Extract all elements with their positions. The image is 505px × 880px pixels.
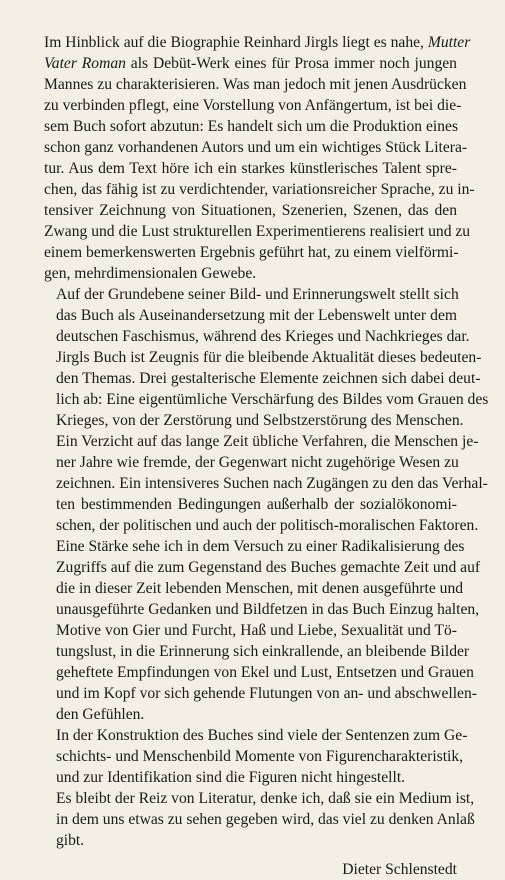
author-signature: Dieter Schlenstedt (342, 861, 457, 878)
text-line: einem bemerkenswerten Ergebnis geführt hat, zu einem vielförmi- (44, 244, 459, 261)
text-line: tur. Aus dem Text höre ich ein starkes künstlerisches Talent spre- (44, 160, 457, 177)
text-line: Es bleibt der Reiz von Literatur, denke ich, daß sie ein Medium ist, (56, 790, 475, 807)
text-line: das Buch als Auseinandersetzung mit der Lebenswelt unter dem (56, 307, 457, 324)
text-line: zu verbinden pflegt, eine Vorstellung von Anfängertum, ist bei die- (44, 97, 462, 114)
text-line: geheftete Empfindungen von Ekel und Lust, Entsetzen und Grauen (56, 664, 474, 681)
text-line: In der Konstruktion des Buches sind viele der Sentenzen zum Ge- (56, 727, 468, 744)
text-line: tensiver Zeichnung von Situationen, Szenerien, Szenen, das den (44, 202, 457, 219)
paragraph-4 (44, 725, 468, 788)
text-line (44, 53, 457, 74)
book-title-fragment: Mutter (427, 34, 471, 51)
text-line: chen, das fähig ist zu verdichtender, variationsreicher Sprache, zu in- (44, 181, 475, 198)
text-line: Auf der Grundebene seiner Bild- und Erinnerungswelt stellt sich (56, 286, 459, 303)
text-line: gen, mehrdimensionalen Gewebe. (44, 265, 257, 282)
text-line: Zwang und die Lust strukturellen Experimentierens realisiert und zu (44, 223, 471, 240)
text-line: den Gefühlen. (56, 706, 145, 723)
text-line: den Themas. Drei gestalterische Elemente zeichnen sich dabei deut- (56, 370, 481, 387)
text-line: Eine Stärke sehe ich in dem Versuch zu einer Radikalisierung des (56, 538, 465, 555)
text-line: sem Buch sofort abzutun: Es handelt sich um die Produktion eines (44, 118, 459, 135)
text-line: Mannes zu charakterisieren. Was man jedoch mit jenen Ausdrücken (44, 76, 467, 93)
text-line: schichts- und Menschenbild Momente von Figurencharakteristik, (56, 748, 464, 765)
paragraph-3 (44, 536, 481, 725)
paragraph-2 (44, 284, 489, 536)
text-line: ten bestimmenden Bedingungen außerhalb der sozialökonomi- (56, 496, 457, 513)
text-fragment: Im Hinblick auf die Biographie Reinhard Jirgls liegt es nahe, (44, 34, 424, 51)
paragraph-5 (44, 788, 475, 851)
text-line (44, 32, 471, 53)
text-line: die in dieser Zeit lebenden Menschen, mit denen ausgeführte und (56, 580, 464, 597)
book-title-fragment: Vater Roman (44, 55, 126, 72)
text-line: und im Kopf vor sich gehende Flutungen von an- und abschwellen- (56, 685, 477, 702)
text-line: ner Jahre wie fremde, der Gegenwart nicht zugehörige Wesen zu (56, 454, 459, 471)
text-line: Ein Verzicht auf das lange Zeit übliche Verfahren, die Menschen je- (56, 433, 479, 450)
text-line: unausgeführte Gedanken und Bildfetzen in das Buch Einzug halten, (56, 601, 480, 618)
text-line: und zur Identifikation sind die Figuren nicht hingestellt. (56, 769, 406, 786)
text-line: in dem uns etwas zu sehen gegeben wird, das viel zu denken Anlaß (56, 811, 475, 828)
text-line: Motive von Gier und Furcht, Haß und Liebe, Sexualität und Tö- (56, 622, 457, 639)
text-line: zeichnen. Ein intensiveres Suchen nach Zugängen zu den das Verhal- (56, 475, 488, 492)
text-line: schen, der politischen und auch der politisch-moralischen Faktoren. (56, 517, 479, 534)
text-line: Zugriffs auf die zum Gegenstand des Buches gemachte Zeit und auf (56, 559, 481, 576)
text-line: deutschen Faschismus, während des Krieges und Nachkrieges dar. (56, 328, 470, 345)
text-line: schon ganz vorhandenen Autors und um ein wichtiges Stück Litera- (44, 139, 468, 156)
text-fragment: als Debüt-Werk eines für Prosa immer noch jungen (130, 55, 457, 72)
paragraph-1 (44, 32, 475, 284)
text-line: lich ab: Eine eigentümliche Verschärfung des Bildes vom Grauen des (56, 391, 489, 408)
text-line: gibt. (56, 832, 85, 849)
text-line: Krieges, von der Zerstörung und Selbstzerstörung des Menschen. (56, 412, 464, 429)
text-line: tungslust, in die Erinnerung sich einkrallende, an bleibende Bilder (56, 643, 470, 660)
text-line: Jirgls Buch ist Zeugnis für die bleibende Aktualität dieses bedeuten- (56, 349, 482, 366)
